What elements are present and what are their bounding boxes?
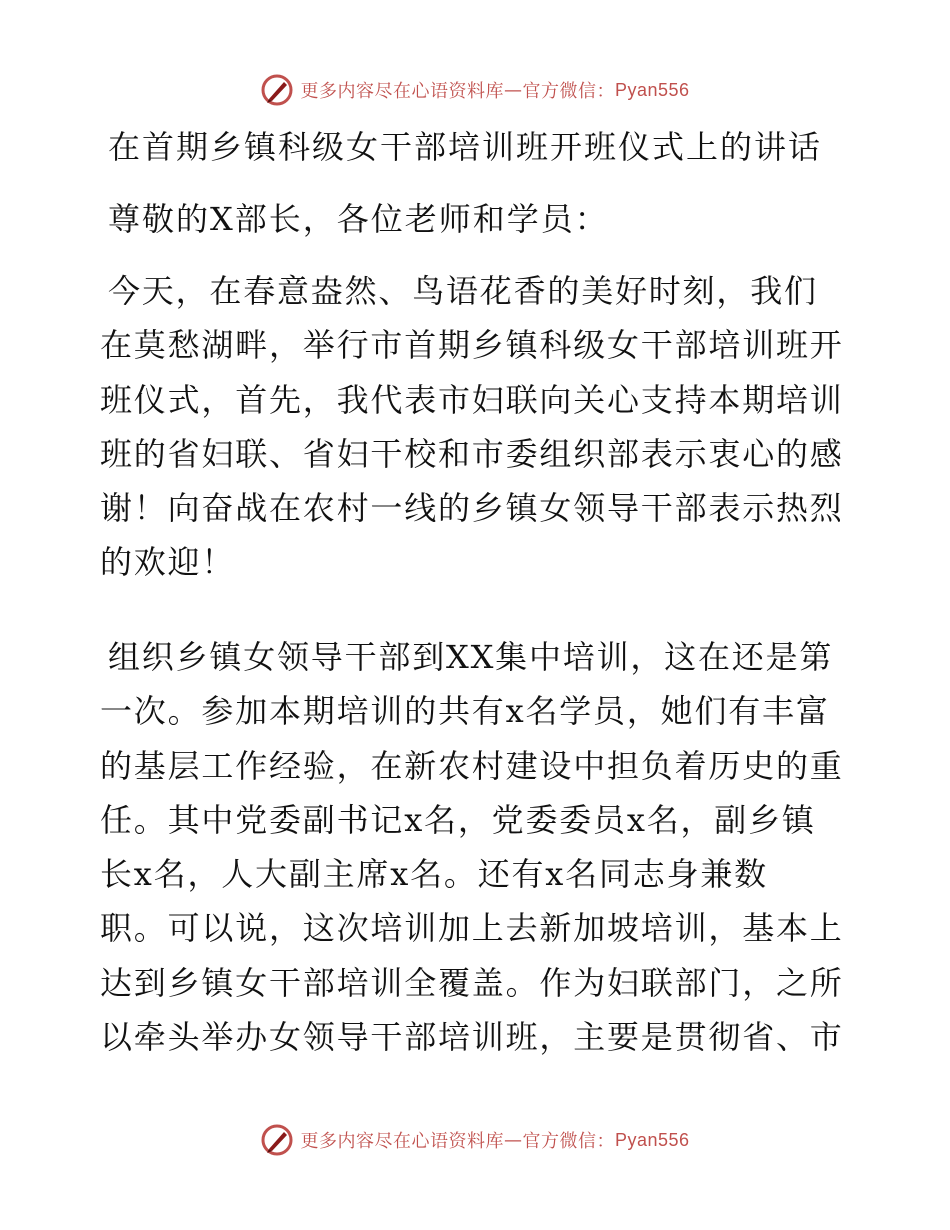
document-title: 在首期乡镇科级女干部培训班开班仪式上的讲话	[108, 128, 823, 166]
text-line: 今天，在春意盎然、鸟语花香的美好时刻，我们	[108, 272, 818, 310]
text-line: 谢！向奋战在农村一线的乡镇女领导干部表示热烈	[100, 489, 844, 528]
paragraph-2	[100, 630, 860, 1064]
text-line: 以牵头举办女领导干部培训班，主要是贯彻省、市	[100, 1018, 844, 1057]
watermark-wechat-id: Pyan556	[614, 1129, 690, 1150]
footer-watermark	[0, 1120, 950, 1160]
watermark-wechat-id: Pyan556	[614, 79, 690, 100]
text-line: 长x名，人大副主席x名。还有x名同志身兼数	[100, 855, 768, 894]
watermark-official-label: 官方微信：	[522, 1131, 615, 1152]
quill-pen-logo-icon	[260, 1123, 294, 1157]
watermark-dash: —	[503, 79, 523, 101]
text-line: 职。可以说，这次培训加上去新加坡培训，基本上	[100, 909, 844, 948]
salutation: 尊敬的X部长，各位老师和学员：	[108, 200, 609, 238]
watermark-dash: —	[503, 1129, 523, 1151]
text-line: 达到乡镇女干部培训全覆盖。作为妇联部门，之所	[100, 963, 844, 1002]
text-line: 一次。参加本期培训的共有x名学员，她们有丰富	[100, 692, 830, 731]
text-line: 任。其中党委副书记x名，党委委员x名，副乡镇	[100, 800, 816, 839]
watermark-official-label: 官方微信：	[522, 81, 615, 102]
text-line: 在莫愁湖畔，举行市首期乡镇科级女干部培训班开	[100, 326, 844, 365]
paragraph-1	[100, 264, 860, 590]
watermark-text: 更多内容尽在心语资料库	[300, 1131, 504, 1152]
text-line: 班仪式，首先，我代表市妇联向关心支持本期培训	[100, 380, 844, 419]
header-watermark	[0, 70, 950, 110]
quill-pen-logo-icon	[260, 73, 294, 107]
text-line: 班的省妇联、省妇干校和市委组织部表示衷心的感	[100, 434, 844, 473]
text-line: 组织乡镇女领导干部到XX集中培训，这在还是第	[108, 638, 834, 676]
text-line: 的欢迎！	[100, 543, 236, 582]
watermark-text: 更多内容尽在心语资料库	[300, 81, 504, 102]
text-line: 的基层工作经验，在新农村建设中担负着历史的重	[100, 746, 844, 785]
